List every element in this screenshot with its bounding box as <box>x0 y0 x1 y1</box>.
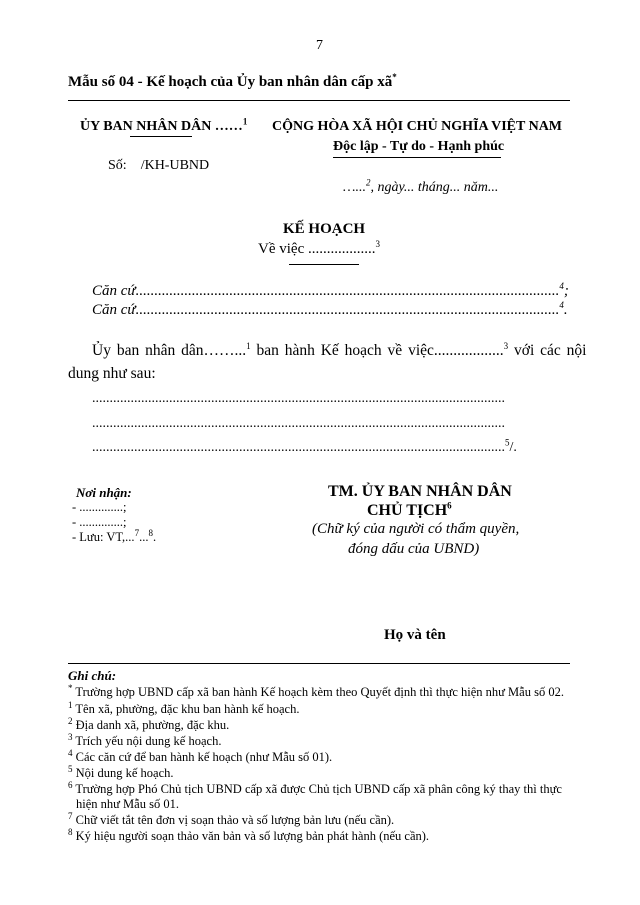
form-title-mark: * <box>392 72 397 82</box>
note-mark: * <box>68 682 73 693</box>
body-text-c: với các nội <box>508 342 587 359</box>
position-text: CHỦ TỊCH <box>367 502 448 519</box>
storage-text-c: . <box>152 530 157 544</box>
note-mark: 4 <box>68 747 73 758</box>
number-label: Số: <box>108 158 127 173</box>
recipient-storage <box>72 527 157 545</box>
form-title-text: Mẫu số 04 - Kế hoạch của Ủy ban nhân dân cấp xã <box>68 74 393 90</box>
note-text: Trường hợp UBND cấp xã ban hành Kế hoạch kèm theo Quyết định thì thực hiện như Mẫu số 02. <box>72 685 564 699</box>
note-item <box>68 765 174 781</box>
note-text: Trích yếu nội dung kế hoạch. <box>72 734 222 748</box>
note-mark: 6 <box>68 779 73 790</box>
note-mark: 1 <box>68 699 73 710</box>
signature-note-2: đóng dấu của UBND) <box>348 541 480 557</box>
agency-mark: 1 <box>242 116 248 127</box>
body-mark-2: 3 <box>503 340 509 351</box>
signature-title: TM. ỦY BAN NHÂN DÂN <box>328 483 512 500</box>
note-mark: 2 <box>68 715 73 726</box>
place-mark: 2 <box>365 177 371 188</box>
basis-line-2 <box>92 302 568 319</box>
storage-mark-2: 8 <box>148 527 153 538</box>
note-item <box>68 701 299 717</box>
number-value: /KH-UBND <box>140 158 210 173</box>
subject-text: Về việc .................. <box>258 241 376 257</box>
date-text: , ngày... tháng... năm... <box>370 180 499 195</box>
note-item <box>68 781 562 797</box>
note-item <box>68 733 221 749</box>
note-text: Ký hiệu người soạn thảo văn bản và số lượng bản phát hành (nếu cần). <box>72 829 430 843</box>
note-text: Chữ viết tắt tên đơn vị soạn thảo và số lượng bản lưu (nếu cần). <box>72 813 395 827</box>
basis-mark: 4 <box>559 281 564 291</box>
agency-text: ỦY BAN NHÂN DÂN …… <box>80 119 243 134</box>
agency-name <box>80 116 248 135</box>
document-number <box>108 158 209 174</box>
signature-position <box>367 502 452 520</box>
storage-text-a: - Lưu: VT,... <box>72 530 135 544</box>
note-text: Địa danh xã, phường, đặc khu. <box>72 718 230 732</box>
storage-mark-1: 7 <box>134 527 140 538</box>
basis-text: Căn cứ................................................................................................................. <box>92 302 560 318</box>
note-item <box>68 812 394 828</box>
dot-text: ...................................................................................................................... <box>92 440 505 455</box>
note-item <box>68 828 429 844</box>
basis-mark: 4 <box>559 300 564 310</box>
note-text: hiện như Mẫu số 01. <box>76 797 179 811</box>
recipient-item: - ..............; <box>72 500 127 514</box>
signer-name: Họ và tên <box>384 627 446 643</box>
position-mark: 6 <box>447 500 452 511</box>
page-number: 7 <box>316 38 323 53</box>
body-mark-1: 1 <box>246 340 251 351</box>
title-rule <box>68 100 570 101</box>
note-text: Các căn cứ để ban hành kế hoạch (như Mẫu số 01). <box>72 750 333 764</box>
body-paragraph-line-1 <box>92 342 586 360</box>
note-text: Trường hợp Phó Chủ tịch UBND cấp xã được Chủ tịch UBND cấp xã phân công ký thay thì thực <box>72 782 562 796</box>
motto: Độc lập - Tự do - Hạnh phúc <box>333 139 505 154</box>
basis-end: . <box>563 302 568 318</box>
note-item <box>68 717 229 733</box>
content-dot-line-3 <box>92 437 517 456</box>
subject-underline <box>289 264 359 265</box>
note-mark: 3 <box>68 731 73 742</box>
signature-note-1: (Chữ ký của người có thẩm quyền, <box>312 521 520 537</box>
basis-end: ; <box>563 283 569 299</box>
notes-rule <box>68 663 570 664</box>
body-text-b: ban hành Kế hoạch về việc.................. <box>250 342 504 359</box>
dot-mark: 5 <box>505 437 510 448</box>
note-item <box>68 684 564 700</box>
notes-title: Ghi chú: <box>68 668 117 683</box>
note-text: Tên xã, phường, đặc khu ban hành kế hoạch. <box>72 702 300 716</box>
storage-text-b: ... <box>139 530 149 544</box>
note-mark: 7 <box>68 810 73 821</box>
body-paragraph-line-2: dung như sau: <box>68 365 156 382</box>
note-item <box>68 749 332 765</box>
basis-line-1 <box>92 283 569 300</box>
place-prefix: …... <box>343 180 366 195</box>
place-date <box>343 177 499 196</box>
form-title <box>68 74 397 91</box>
content-dot-line-2: ...................................................................................................................... <box>92 416 505 431</box>
basis-text: Căn cứ................................................................................................................. <box>92 283 560 299</box>
motto-underline <box>333 157 501 158</box>
note-text: Nội dung kế hoạch. <box>72 766 174 780</box>
subject-mark: 3 <box>375 239 380 249</box>
note-mark: 8 <box>68 826 73 837</box>
recipients-title: Nơi nhận: <box>76 485 132 500</box>
note-item-continued <box>76 796 179 812</box>
country-name: CỘNG HÒA XÃ HỘI CHỦ NGHĨA VIỆT NAM <box>272 119 563 134</box>
dot-end: /. <box>509 440 517 455</box>
document-subject <box>258 241 380 258</box>
note-mark: 5 <box>68 763 73 774</box>
content-dot-line-1: ...................................................................................................................... <box>92 391 505 406</box>
recipient-item: - ..............; <box>72 515 127 529</box>
document-type: KẾ HOẠCH <box>283 221 366 237</box>
agency-underline <box>130 136 192 137</box>
body-text-a: Ủy ban nhân dân……... <box>92 342 247 359</box>
